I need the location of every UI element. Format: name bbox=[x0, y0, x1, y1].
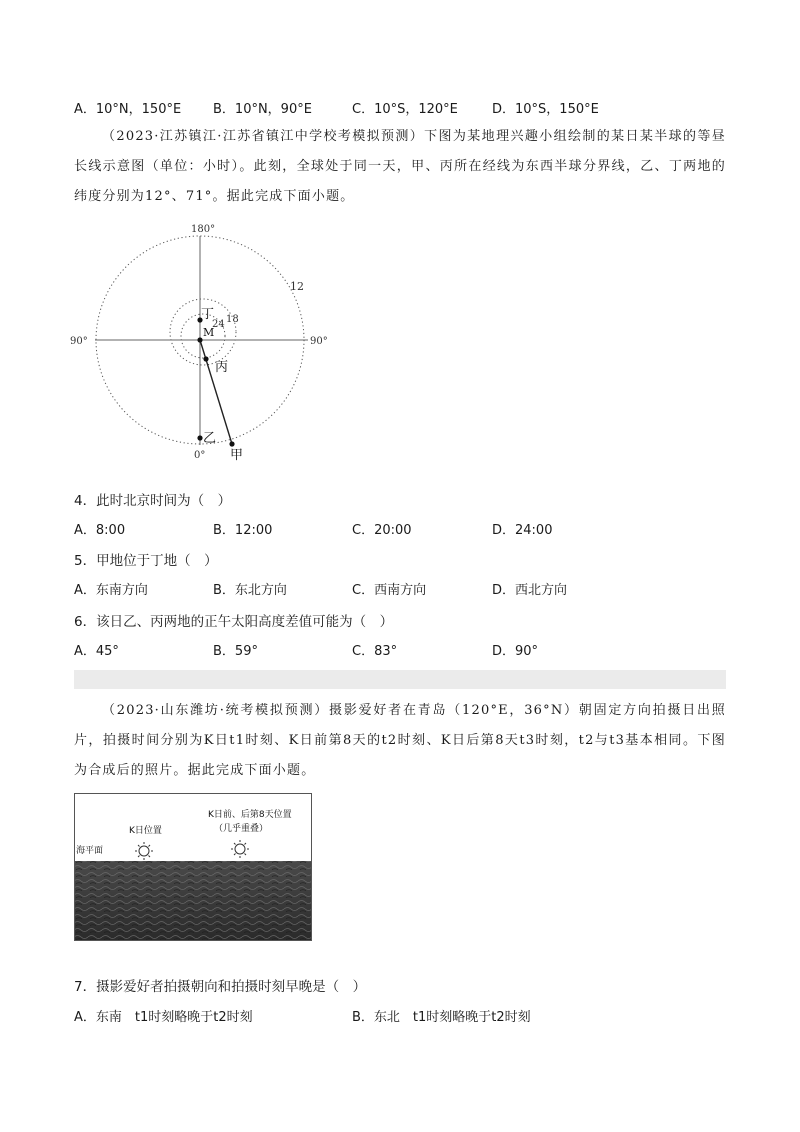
q3-option-c: C．10°S，120°E bbox=[352, 102, 458, 117]
q6-stem: 6．该日乙、丙两地的正午太阳高度差值可能为（ ） bbox=[74, 614, 394, 630]
daylength-diagram bbox=[70, 224, 344, 465]
point-bing-label: 丙 bbox=[215, 360, 229, 375]
q5-stem: 5．甲地位于丁地（ ） bbox=[74, 553, 218, 569]
contour-24-label: 24 bbox=[212, 319, 225, 330]
q6-option-b: B．59° bbox=[213, 644, 258, 659]
q4-stem: 4．此时北京时间为（ ） bbox=[74, 493, 232, 509]
label-90-right: 90° bbox=[310, 336, 328, 347]
point-m-dot bbox=[197, 337, 202, 342]
k-other-days-label-1: K日前、后第8天位置 bbox=[208, 810, 292, 820]
point-yi-dot bbox=[197, 435, 202, 440]
contour-18-label: 18 bbox=[226, 314, 239, 325]
passage-1: （2023·江苏镇江·江苏省镇江中学校考模拟预测）下图为某地理兴趣小组绘制的某日某半球的等昼长线示意图（单位：小时）。此刻，全球处于同一天，甲、丙所在经线为东西半球分界线，乙、丁两地的纬度分别为12°、71°。据此完成下面小题。 bbox=[74, 129, 726, 204]
line-m-jia bbox=[200, 340, 232, 444]
label-180: 180° bbox=[191, 224, 216, 235]
point-jia-label: 甲 bbox=[230, 448, 244, 463]
q5-option-c: C．西南方向 bbox=[352, 583, 427, 598]
q6-option-c: C．83° bbox=[352, 644, 398, 659]
section-divider bbox=[74, 670, 726, 689]
contour-12-label: 12 bbox=[290, 280, 304, 293]
q3-option-a: A．10°N，150°E bbox=[74, 102, 182, 117]
label-90-left: 90° bbox=[70, 336, 88, 347]
point-bing-dot bbox=[203, 356, 208, 361]
q6-option-d: D．90° bbox=[492, 644, 539, 659]
point-jia-dot bbox=[229, 441, 234, 446]
q7-option-b: B．东北 t1时刻略晚于t2时刻 bbox=[352, 1010, 531, 1025]
k-day-label: K日位置 bbox=[129, 826, 162, 836]
passage-2: （2023·山东潍坊·统考模拟预测）摄影爱好者在青岛（120°E，36°N）朝固定方向拍摄日出照片，拍摄时间分别为K日t1时刻、K日前第8天的t2时刻、K日后第8天t3时刻，t2与t3基本相同。下图为合成后的照片。据此完成下面小题。 bbox=[74, 703, 726, 778]
q5-option-b: B．东北方向 bbox=[213, 583, 287, 598]
sunrise-photo bbox=[74, 793, 312, 941]
q6-option-a: A．45° bbox=[74, 644, 119, 659]
q3-option-d: D．10°S，150°E bbox=[492, 102, 599, 117]
point-yi-label: 乙 bbox=[203, 431, 217, 446]
q5-option-a: A．东南方向 bbox=[74, 583, 148, 598]
label-0: 0° bbox=[194, 450, 206, 461]
q3-option-b: B．10°N，90°E bbox=[213, 102, 312, 117]
k-other-days-label-2: （几乎重叠） bbox=[214, 824, 269, 834]
q4-option-b: B．12:00 bbox=[213, 523, 273, 538]
sea-level-label: 海平面 bbox=[76, 846, 104, 856]
q4-option-c: C．20:00 bbox=[352, 523, 412, 538]
q5-option-d: D．西北方向 bbox=[492, 583, 568, 598]
point-ding-label: 丁 bbox=[201, 307, 215, 322]
point-m-label: M bbox=[203, 326, 215, 339]
q4-option-a: A．8:00 bbox=[74, 523, 126, 538]
q7-option-a: A．东南 t1时刻略晚于t2时刻 bbox=[74, 1010, 253, 1025]
q4-option-d: D．24:00 bbox=[492, 523, 553, 538]
q7-stem: 7．摄影爱好者拍摄朝向和拍摄时刻早晚是（ ） bbox=[74, 979, 367, 995]
